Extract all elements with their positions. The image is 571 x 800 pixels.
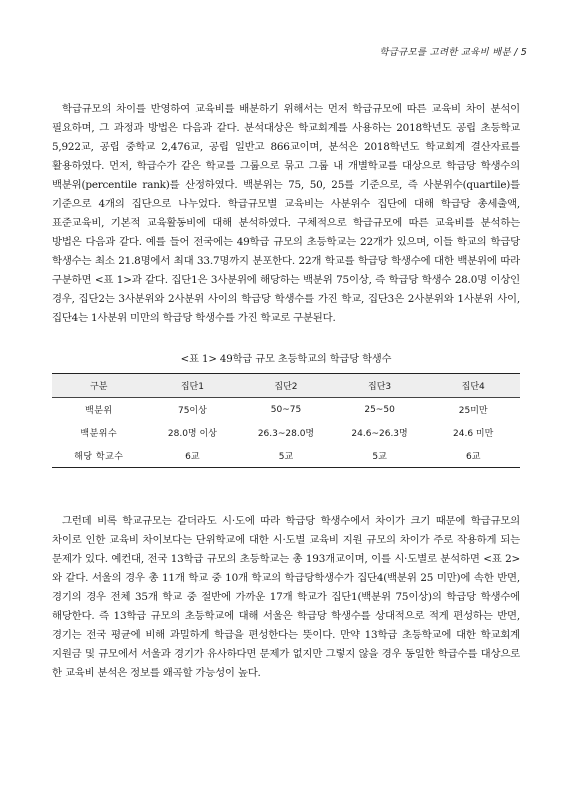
- table-row: [52, 398, 520, 422]
- table-cell: 28.0명 이상: [167, 429, 217, 439]
- table-header-cell: 집단4: [426, 374, 520, 398]
- table-header-row: [52, 374, 520, 398]
- table-row: [52, 421, 520, 444]
- table-cell: 5교: [372, 452, 387, 462]
- table-cell: 25미만: [458, 406, 488, 416]
- table-cell: 25~50: [364, 404, 395, 415]
- table-cell: 24.6 미만: [453, 429, 494, 439]
- table-cell: 50~75: [270, 404, 302, 415]
- table-cell: 24.6~26.3명: [351, 429, 408, 439]
- table-cell: 6교: [185, 452, 200, 462]
- paragraph-2: 그런데 비록 학교규모는 같더라도 시·도에 따라 학급당 학생수에서 차이가 크기 때문에 학급규모의 차이로 인한 교육비 차이보다는 단위학교에 대한 시·도별 교육비 지원 규모의 차이가 주로 작용하게 되는 문제가 있다. 예컨대, 전국 13학급 규모의 초등학교는 총 193개교이며, 이를 시·도별로 분석하면 <표 2>와 같다. 서울의 경우 총 11개 학교 중 10개 학교의 학급당학생수가 집단4(백분위 25 미만)에 속한 반면, 경기의 경우 전체 35개 학교 중 절반에 가까운 17개 학교가 집단1(백분위 75이상)의 학급당 학생수에 해당한다. 즉 13학급 규모의 초등학교에 대해 서울은 학급당 학생수를 상대적으로 적게 편성하는 반면, 경기는 전국 평균에 비해 과밀하게 학급을 편성한다는 뜻이다. 만약 13학급 초등학교에 대한 학교회계 지원금 및 규모에서 서울과 경기가 유사하다면 문제가 없지만 그렇지 않을 경우 동일한 학급수를 대상으로 한 교육비 분석은 정보를 왜곡할 가능성이 높다.: [52, 515, 520, 679]
- table-header-cell: 집단1: [146, 374, 240, 398]
- table-row-label: 해당 학교수: [74, 452, 124, 462]
- paragraph-1: 학급규모의 차이를 반영하여 교육비를 배분하기 위해서는 먼저 학급규모에 따른 교육비 차이 분석이 필요하며, 그 과정과 방법은 다음과 같다. 분석대상은 학교회계를 사용하는 2018학년도 공립 초등학교 5,922교, 공립 중학교 2,476교, 공립 일반고 866교이며, 분석은 2018학년도 학교회계 결산자료를 활용하였다. 먼저, 학급수가 같은 학교를 그룹으로 묶고 그룹 내 개별학교를 대상으로 학급당 학생수의 백분위(percentile rank)를 산정하였다. 백분위는 75, 50, 25를 기준으로, 즉 사분위수(quartile)를 기준으로 4개의 집단으로 나누었다. 학급규모별 교육비는 사분위수 집단에 대해 학급당 총세출액, 표준교육비, 기본적 교육활동비에 대해 분석하였다. 구체적으로 학급규모에 따른 교육비를 분석하는 방법은 다음과 같다. 예를 들어 전국에는 49학급 규모의 초등학교는 22개가 있으며, 이들 학교의 학급당 학생수는 최소 21.8명에서 최대 33.7명까지 분포한다. 22개 학교를 학급당 학생수에 대한 백분위에 따라 구분하면 <표 1>과 같다. 집단1은 3사분위에 해당하는 백분위 75이상, 즉 학급당 학생수 28.0명 이상인 경우, 집단2는 3사분위와 2사분위 사이의 학급당 학생수를 가진 학교, 집단3은 2사분위와 1사분위 사이, 집단4는 1사분위 미만의 학급당 학생수를 가진 학교로 구분된다.: [52, 103, 520, 324]
- table-row-label: 백분위: [85, 406, 113, 416]
- table-header-cell: 집단3: [333, 374, 427, 398]
- table-cell: 26.3~28.0명: [257, 429, 315, 439]
- table-cell: 5교: [278, 452, 294, 462]
- table-row: [52, 444, 520, 468]
- table-header-cell: 집단2: [239, 374, 333, 398]
- table-header-cell: 구분: [52, 374, 146, 398]
- running-header: 학급규모를 고려한 교육비 배분 / 5: [379, 47, 527, 58]
- table-cell: 6교: [465, 452, 481, 462]
- table-row-label: 백분위수: [80, 429, 118, 439]
- table-cell: 75이상: [177, 406, 207, 416]
- page-content: [52, 100, 520, 683]
- table-caption: <표 1> 49학급 규모 초등학교의 학급당 학생수: [180, 354, 392, 365]
- data-table: [52, 373, 520, 468]
